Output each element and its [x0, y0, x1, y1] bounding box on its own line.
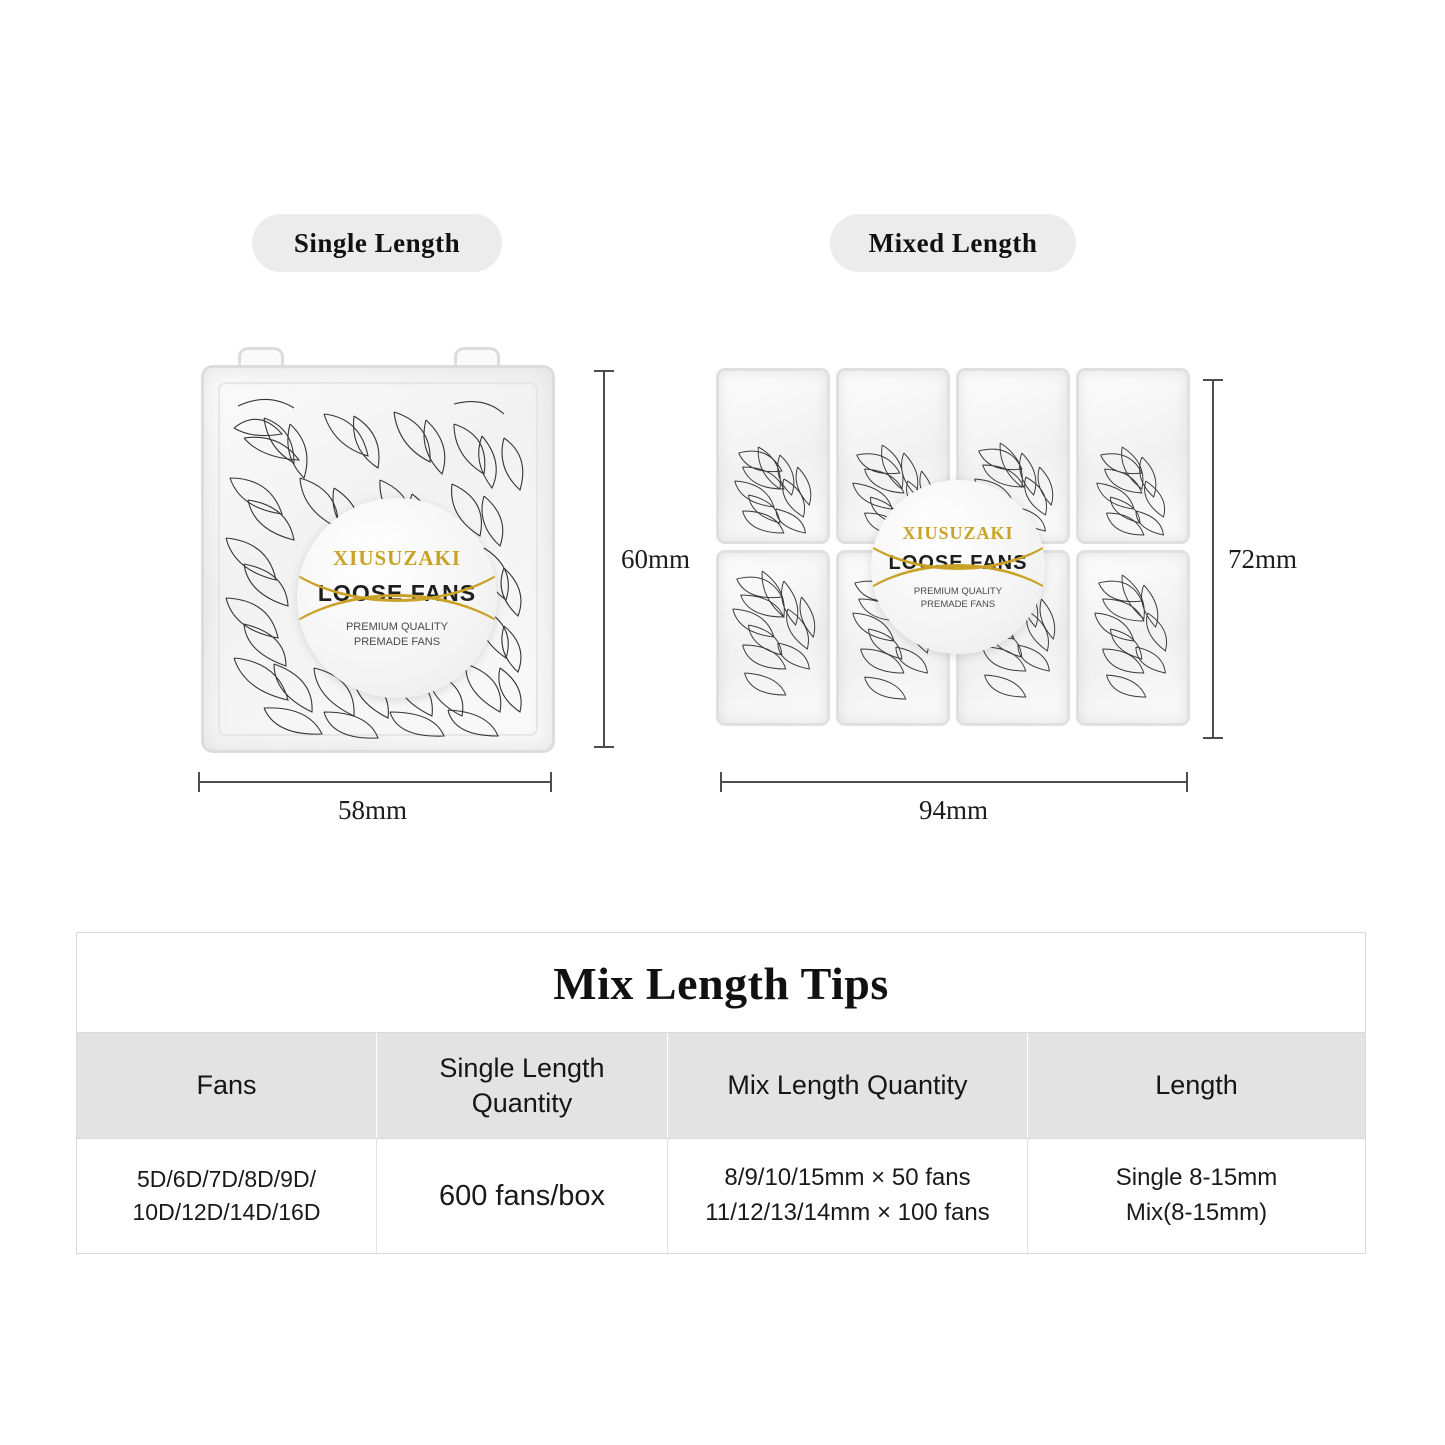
- dimension-cap-left: [720, 772, 722, 792]
- badge-mixed-length-label: Mixed Length: [868, 227, 1038, 258]
- cell-fans-line2: 10D/12D/14D/16D: [132, 1198, 321, 1225]
- table-header-single-quantity: [377, 1033, 668, 1138]
- table-header-fans: Fans: [77, 1033, 377, 1138]
- compartment: [1076, 368, 1190, 544]
- dimension-cap-left: [198, 772, 200, 792]
- product-image-single-length: [196, 345, 556, 757]
- dimension-label-mixed-height: 72mm: [1228, 544, 1298, 574]
- lash-fans-illustration: [719, 553, 827, 723]
- dimension-label-single-height: 60mm: [621, 544, 691, 574]
- table-row: [77, 1139, 1365, 1253]
- brand-product-name: LOOSE FANS: [317, 580, 477, 607]
- dimension-line-single-height: [603, 370, 605, 748]
- dimension-line-mixed-height: [1212, 379, 1214, 739]
- badge-mixed-length: [830, 214, 1076, 272]
- brand-tagline-line2: PREMADE FANS: [920, 598, 996, 610]
- brand-label-mixed: [871, 480, 1045, 654]
- cell-length-line1: Single 8-15mm: [1115, 1164, 1278, 1192]
- brand-tagline-line1: PREMIUM QUALITY: [345, 621, 449, 634]
- cell-mix-quantity-line1: 8/9/10/15mm × 50 fans: [724, 1164, 971, 1192]
- brand-tagline: [914, 586, 1002, 612]
- cell-length: [1028, 1139, 1365, 1253]
- dimension-line-mixed-width: [720, 781, 1188, 783]
- brand-name: XIUSUZAKI: [902, 522, 1014, 543]
- dimension-label-single-width: 58mm: [338, 795, 408, 825]
- brand-tagline: [346, 620, 448, 650]
- brand-label-single: [297, 498, 497, 698]
- compartment: [1076, 550, 1190, 726]
- table-header-single-quantity-line1: Single Length: [439, 1053, 605, 1083]
- dimension-cap-top: [594, 370, 614, 372]
- cell-mix-quantity-line2: 11/12/13/14mm × 100 fans: [705, 1198, 990, 1226]
- brand-tagline-line2: PREMADE FANS: [353, 636, 441, 648]
- dimension-label-mixed-width: 94mm: [919, 795, 989, 825]
- lash-fans-illustration: [1079, 553, 1187, 723]
- cell-fans: [77, 1139, 377, 1253]
- lash-fans-illustration: [1079, 371, 1187, 541]
- badge-single-length-label: Single Length: [293, 227, 461, 258]
- dimension-cap-right: [550, 772, 552, 792]
- cell-mix-quantity: [668, 1139, 1028, 1253]
- cell-single-quantity: 600 fans/box: [377, 1139, 668, 1253]
- dimension-line-single-width: [198, 781, 552, 783]
- product-image-mixed-length: [716, 368, 1190, 743]
- lash-fans-illustration: [719, 371, 827, 541]
- single-length-box: [201, 365, 555, 753]
- dimension-cap-right: [1186, 772, 1188, 792]
- dimension-cap-bottom: [594, 746, 614, 748]
- brand-name: XIUSUZAKI: [332, 546, 462, 571]
- table-title: Mix Length Tips: [553, 958, 889, 1009]
- mix-length-tips-table: [76, 932, 1366, 1254]
- cell-length-line2: Mix(8-15mm): [1125, 1198, 1268, 1226]
- compartment: [716, 368, 830, 544]
- compartment: [716, 550, 830, 726]
- table-header-row: [77, 1032, 1365, 1139]
- cell-fans-line1: 5D/6D/7D/8D/9D/: [137, 1165, 316, 1192]
- brand-product-name: LOOSE FANS: [888, 551, 1028, 574]
- table-header-single-quantity-line2: Quantity: [471, 1087, 573, 1118]
- badge-single-length: [252, 214, 502, 272]
- dimension-cap-top: [1203, 379, 1223, 381]
- dimension-cap-bottom: [1203, 737, 1223, 739]
- brand-tagline-line1: PREMIUM QUALITY: [913, 585, 1003, 597]
- table-header-mix-quantity: Mix Length Quantity: [668, 1033, 1028, 1138]
- table-header-length: Length: [1155, 1070, 1238, 1101]
